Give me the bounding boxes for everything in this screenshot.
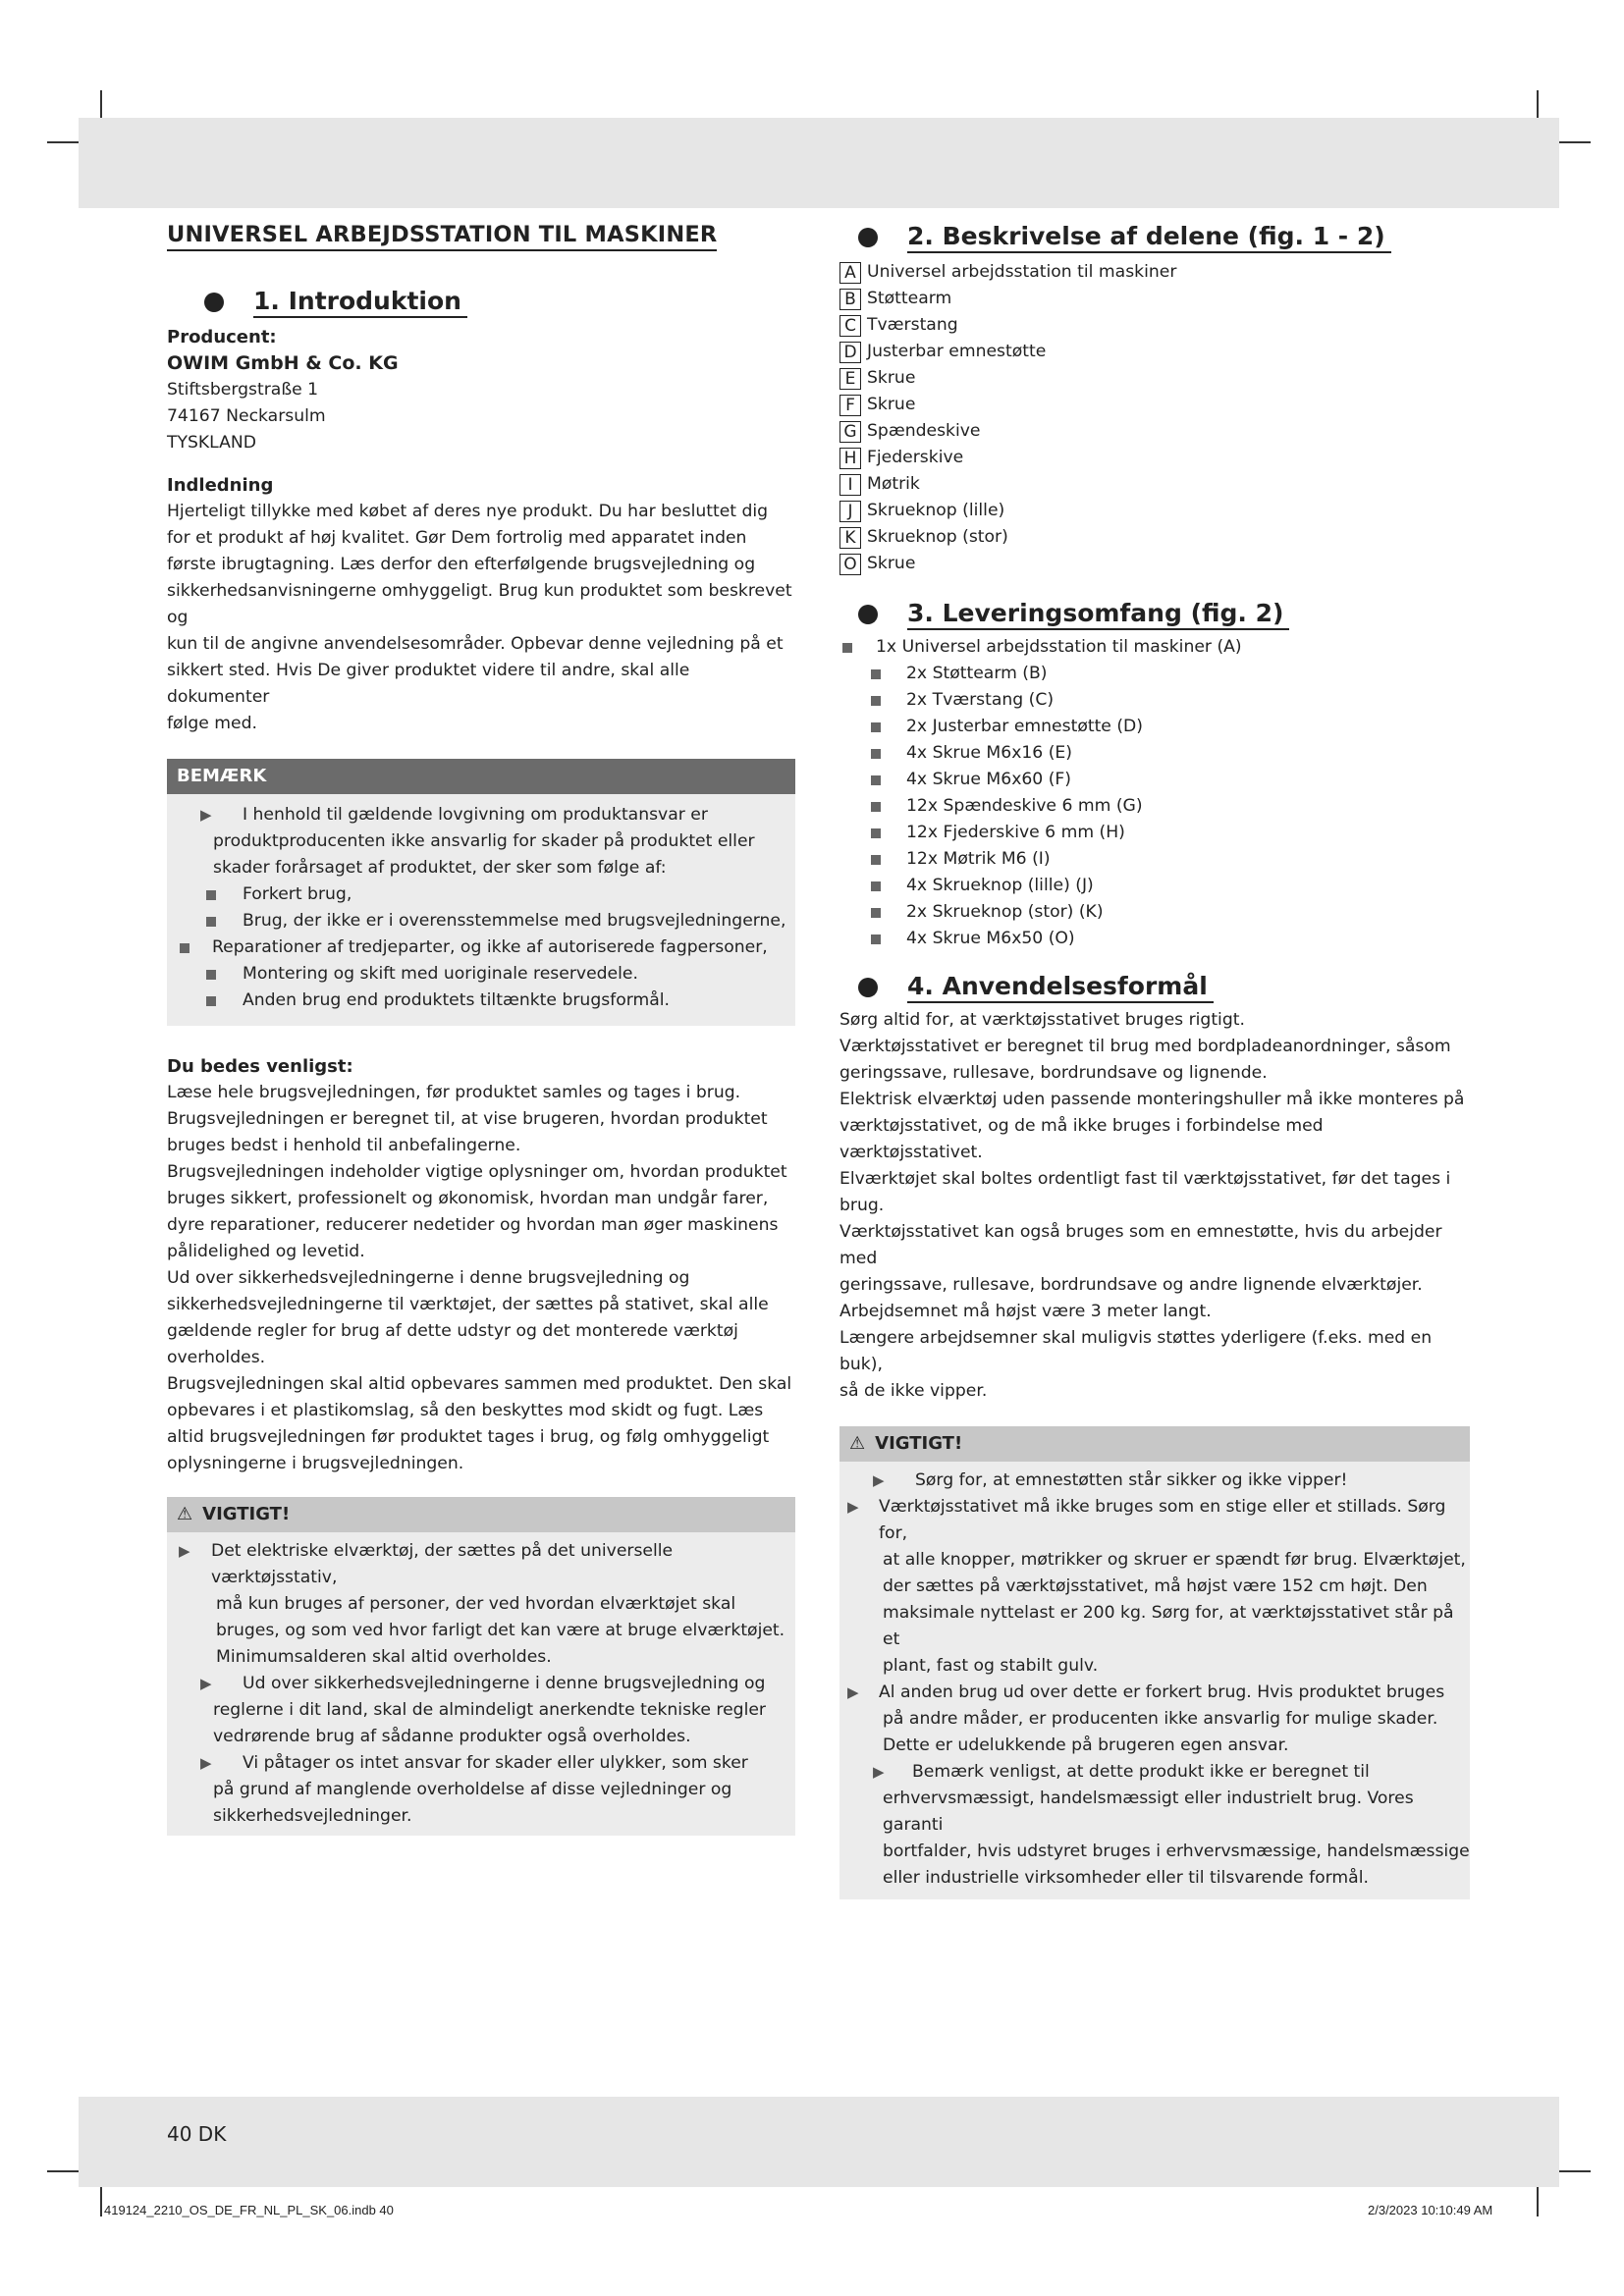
intro-paragraph: Hjerteligt tillykke med købet af deres nye produkt. Du har besluttet dig for et produkt af høj kvalitet. Gør Dem fortrolig med apparatet inden første ibrugtagning. Læs derfor den efterfølgende brugsvejledning og sikkerhedsanvisningerne omhyggeligt. Brug kun produktet som beskrevet og kun til de angivne anvendelsesområder. Opbevar denne vejledning på et sikkert sted. Hvis De giver produktet videre til andre, skal alle dokumenter følge med.	[167, 502, 792, 733]
list-item: 2x Støttearm (B)	[839, 661, 1470, 687]
part-label: Spændeskive	[867, 421, 981, 441]
part-item	[839, 365, 1470, 392]
note-item: Montering og skift med uoriginale reservedele.	[167, 961, 795, 988]
bullet-dot-icon	[858, 978, 878, 997]
left-column	[167, 222, 795, 1836]
part-label: Skrueknop (stor)	[867, 527, 1008, 547]
warning-heading: ⚠ VIGTIGT!	[167, 1497, 795, 1532]
square-bullet-icon	[206, 996, 216, 1006]
square-bullet-icon	[842, 643, 852, 653]
list-item: 12x Møtrik M6 (I)	[839, 846, 1470, 873]
note-box	[167, 759, 795, 1026]
section-1-heading: 1. Introduktion	[167, 287, 795, 318]
warning-triangle-icon: ⚠	[177, 1504, 193, 1524]
list-item: 4x Skrueknop (lille) (J)	[839, 873, 1470, 899]
footer-band	[79, 2097, 1559, 2187]
square-bullet-icon	[206, 970, 216, 980]
note-item: Forkert brug,	[167, 881, 795, 908]
note-item: Brug, der ikke er i overensstemmelse med brugsvejledningerne,	[167, 908, 795, 934]
warning-triangle-icon: ⚠	[849, 1433, 866, 1454]
part-label: Støttearm	[867, 289, 952, 308]
supply-list	[839, 634, 1470, 952]
producer-label: Producent:	[167, 327, 277, 347]
part-label: Møtrik	[867, 474, 920, 494]
arrow-right-icon: ▶	[200, 806, 212, 824]
warning-heading: ⚠ VIGTIGT!	[839, 1426, 1470, 1462]
crop-mark	[100, 2187, 102, 2216]
warning-bullet: ▶ Al anden brug ud over dette er forkert brug. Hvis produktet bruges på andre måder, er producenten ikke ansvarlig for mulige skader. Dette er udelukkende på brugeren egen ansvar.	[839, 1680, 1470, 1759]
note-lead: ▶ I henhold til gældende lovgivning om produktansvar er produktproducenten ikke ansvarlig for skader på produktet eller skader forårsaget af produktet, der sker som følge af:	[167, 802, 795, 881]
list-item: 2x Justerbar emnestøtte (D)	[839, 714, 1470, 740]
part-letter: E	[839, 368, 861, 390]
header-band	[79, 118, 1559, 208]
print-slug-date: 2/3/2023 10:10:49 AM	[1368, 2203, 1493, 2217]
part-item	[839, 471, 1470, 498]
page-number: 40 DK	[167, 2122, 227, 2146]
warning-bullet: ▶ Vi påtager os intet ansvar for skader eller ulykker, som sker på grund af manglende overholdelse af disse vejledninger og sikkerhedsvejledninger.	[167, 1750, 795, 1830]
warning-bullet: ▶ Værktøjsstativet må ikke bruges som en stige eller et stillads. Sørg for, at alle knopper, møtrikker og skruer er spændt før brug. Elværktøjet, der sættes på værktøjsstativet, må højst være 152 cm højt. Den maksimale nyttelast er 200 kg. Sørg for, at værktøjsstativet står på et plant, fast og stabilt gulv.	[839, 1494, 1470, 1680]
part-item	[839, 551, 1470, 577]
part-letter: K	[839, 527, 861, 549]
arrow-right-icon: ▶	[873, 1471, 885, 1489]
please-paragraph: Læse hele brugsvejledningen, før produktet samles og tages i brug. Brugsvejledningen er beregnet til, at vise brugeren, hvordan produktet bruges bedst i henhold til anbefalingerne. Brugsvejledningen indeholder vigtige oplysninger om, hvordan produktet bruges sikkert, professionelt og økonomisk, hvordan man undgår farer, dyre reparationer, reducerer nedetider og hvordan man øger maskinens pålidelighed og levetid. Ud over sikkerhedsvejledningerne i denne brugsvejledning og sikkerhedsvejledningerne til værktøjet, der sættes på stativet, skal alle gældende regler for brug af dette udstyr og det monterede værktøj overholdes. Brugsvejledningen skal altid opbevares sammen med produktet. Den skal opbevares i et plastikomslag, så den beskyttes mod skidt og fugt. Læs altid brugsvejledningen før produktet tages i brug, og følg omhyggeligt oplysningerne i brugsvejledningen.	[167, 1083, 792, 1473]
warning-box-1	[167, 1497, 795, 1836]
part-label: Skrue	[867, 368, 916, 388]
bullet-dot-icon	[858, 228, 878, 247]
part-item	[839, 392, 1470, 418]
list-item: 4x Skrue M6x50 (O)	[839, 926, 1470, 952]
part-label: Universel arbejdsstation til maskiner	[867, 262, 1177, 282]
warning-box-2	[839, 1426, 1470, 1899]
part-letter: A	[839, 262, 861, 284]
warning-bullet: ▶ Bemærk venligst, at dette produkt ikke er beregnet til erhvervsmæssigt, handelsmæssigt eller industrielt brug. Vores garanti bortfalder, hvis udstyret bruges i erhvervsmæssige, handelsmæssige eller industrielle virksomheder eller til tilsvarende formål.	[839, 1759, 1470, 1892]
part-letter: F	[839, 395, 861, 416]
part-item	[839, 418, 1470, 445]
page-title: UNIVERSEL ARBEJDSSTATION TIL MASKINER	[167, 222, 717, 251]
square-bullet-icon	[871, 855, 881, 865]
address-line: 74167 Neckarsulm	[167, 406, 326, 426]
part-label: Tværstang	[867, 315, 958, 335]
arrow-right-icon: ▶	[847, 1683, 859, 1701]
list-item: 2x Tværstang (C)	[839, 687, 1470, 714]
bullet-dot-icon	[204, 293, 224, 312]
arrow-right-icon: ▶	[847, 1498, 859, 1516]
part-item	[839, 498, 1470, 524]
square-bullet-icon	[871, 881, 881, 891]
crop-mark	[1537, 2187, 1539, 2216]
part-letter: B	[839, 289, 861, 310]
list-item: 12x Spændeskive 6 mm (G)	[839, 793, 1470, 820]
part-item	[839, 339, 1470, 365]
right-column	[839, 222, 1470, 1899]
square-bullet-icon	[871, 828, 881, 838]
square-bullet-icon	[206, 917, 216, 927]
square-bullet-icon	[871, 908, 881, 918]
warning-bullet: ▶ Det elektriske elværktøj, der sættes på det universelle værktøjsstativ, må kun bruges af personer, der ved hvordan elværktøjet skal bruges, og som ved hvor farligt det kan være at bruge elværktøjet. Minimumsalderen skal altid overholdes.	[167, 1538, 795, 1671]
square-bullet-icon	[180, 943, 189, 953]
square-bullet-icon	[206, 890, 216, 900]
part-label: Skrue	[867, 395, 916, 414]
arrow-right-icon: ▶	[200, 1754, 212, 1772]
section-3-heading: 3. Leveringsomfang (fig. 2)	[826, 599, 1470, 630]
note-item: Reparationer af tredjeparter, og ikke af autoriserede fagpersoner,	[167, 934, 795, 961]
note-item: Anden brug end produktets tiltænkte brugsformål.	[167, 988, 795, 1014]
part-letter: H	[839, 448, 861, 469]
square-bullet-icon	[871, 696, 881, 706]
purpose-paragraph: Sørg altid for, at værktøjsstativet bruges rigtigt. Værktøjsstativet er beregnet til brug med bordpladeanordninger, såsom geringssave, rullesave, bordrundsave og lignende. Elektrisk elværktøj uden passende monteringshuller må ikke monteres på værktøjsstativet, og de må ikke bruges i forbindelse med værktøjsstativet. Elværktøjet skal boltes ordentligt fast til værktøjsstativet, før det tages i brug. Værktøjsstativet kan også bruges som en emnestøtte, hvis du arbejder med geringssave, rullesave, bordrundsave og andre lignende elværktøjer. Arbejdsemnet må højst være 3 meter langt. Længere arbejdsemner skal muligvis støttes yderligere (f.eks. med en buk), så de ikke vipper.	[839, 1010, 1465, 1401]
part-item	[839, 259, 1470, 286]
part-item	[839, 286, 1470, 312]
print-slug-file: 419124_2210_OS_DE_FR_NL_PL_SK_06.indb 40	[104, 2203, 394, 2217]
square-bullet-icon	[871, 934, 881, 944]
arrow-right-icon: ▶	[179, 1542, 190, 1560]
list-item: 12x Fjederskive 6 mm (H)	[839, 820, 1470, 846]
address-line: Stiftsbergstraße 1	[167, 380, 319, 400]
list-item: 4x Skrue M6x60 (F)	[839, 767, 1470, 793]
part-letter: G	[839, 421, 861, 443]
part-label: Justerbar emnestøtte	[867, 342, 1047, 361]
producer-name: OWIM GmbH & Co. KG	[167, 352, 399, 374]
square-bullet-icon	[871, 775, 881, 785]
note-heading: BEMÆRK	[167, 759, 795, 794]
list-item: 2x Skrueknop (stor) (K)	[839, 899, 1470, 926]
section-4-heading: 4. Anvendelsesformål	[826, 972, 1470, 1003]
part-label: Fjederskive	[867, 448, 964, 467]
part-label: Skrueknop (lille)	[867, 501, 1005, 520]
part-letter: C	[839, 315, 861, 337]
section-2-heading: 2. Beskrivelse af delene (fig. 1 - 2)	[826, 222, 1470, 253]
warning-bullet: ▶ Sørg for, at emnestøtten står sikker og ikke vipper!	[839, 1468, 1470, 1494]
part-item	[839, 524, 1470, 551]
square-bullet-icon	[871, 749, 881, 759]
please-heading: Du bedes venligst:	[167, 1056, 353, 1077]
part-letter: J	[839, 501, 861, 522]
square-bullet-icon	[871, 802, 881, 812]
part-letter: D	[839, 342, 861, 363]
warning-bullet: ▶ Ud over sikkerhedsvejledningerne i denne brugsvejledning og reglerne i dit land, skal de almindeligt anerkendte tekniske regler vedrørende brug af sådanne produkter også overholdes.	[167, 1671, 795, 1750]
arrow-right-icon: ▶	[873, 1763, 885, 1781]
list-item: 1x Universel arbejdsstation til maskiner (A)	[839, 634, 1470, 661]
square-bullet-icon	[871, 722, 881, 732]
list-item: 4x Skrue M6x16 (E)	[839, 740, 1470, 767]
address-line: TYSKLAND	[167, 433, 256, 453]
arrow-right-icon: ▶	[200, 1675, 212, 1692]
part-item	[839, 445, 1470, 471]
square-bullet-icon	[871, 669, 881, 679]
part-letter: O	[839, 554, 861, 575]
part-letter: I	[839, 474, 861, 496]
part-label: Skrue	[867, 554, 916, 573]
part-item	[839, 312, 1470, 339]
parts-list	[839, 259, 1470, 577]
intro-heading: Indledning	[167, 475, 274, 496]
bullet-dot-icon	[858, 605, 878, 624]
